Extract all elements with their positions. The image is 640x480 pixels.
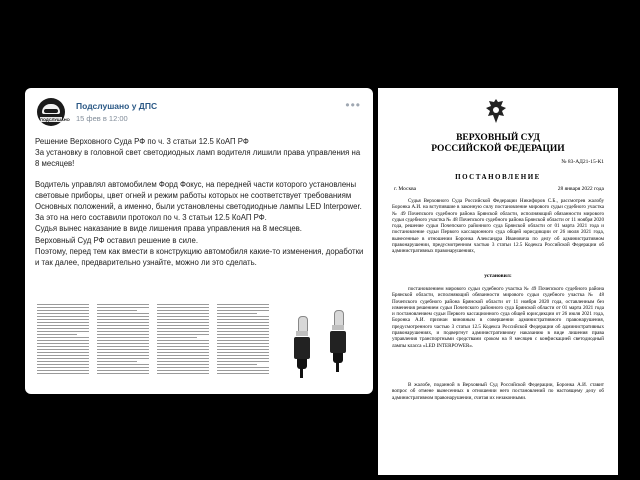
- thumb-text-line: [217, 325, 269, 326]
- post-line: За установку в головной свет светодиодных ламп водителя лишили права управления на 8 месяцев!: [35, 148, 361, 169]
- document-established: установил:: [484, 273, 512, 279]
- court-subtitle: РОССИЙСКОЙ ФЕДЕРАЦИИ: [431, 144, 565, 154]
- thumb-text-line: [217, 352, 269, 353]
- thumb-text-line: [217, 340, 269, 341]
- thumb-text-line: [217, 346, 269, 347]
- thumb-text-line: [37, 373, 89, 374]
- case-number: № 83-АД21-15-К1: [561, 159, 604, 165]
- thumb-text-line: [37, 355, 89, 356]
- thumb-text-line: [37, 361, 89, 362]
- post-date[interactable]: 15 фев в 12:00: [76, 114, 128, 123]
- thumb-text-line: [157, 319, 209, 320]
- thumb-text-line: [217, 310, 269, 311]
- thumb-text-line: [97, 325, 149, 326]
- thumb-text-line: [157, 373, 209, 374]
- thumb-text-line: [217, 319, 269, 320]
- thumb-text-line: [37, 334, 77, 335]
- thumb-text-line: [37, 316, 89, 317]
- thumb-text-line: [217, 331, 269, 332]
- post-line: Верховный Суд РФ оставил решение в силе.: [35, 235, 199, 245]
- thumb-text-line: [217, 313, 257, 314]
- thumb-text-line: [97, 334, 149, 335]
- thumb-text-line: [37, 337, 89, 338]
- thumb-text-line: [97, 307, 149, 308]
- document-date: 28 января 2022 года: [557, 186, 604, 192]
- thumb-text-line: [37, 346, 89, 347]
- thumb-text-line: [217, 355, 269, 356]
- thumb-text-line: [157, 328, 209, 329]
- post-line: Поэтому, перед тем как вмести в конструкцию автомобиля какие-то изменения, доработки и так далее, предварительно узнайте, можно ли это сделать.: [35, 246, 364, 268]
- post-line: За это на него составили протокол по ч. 3 статьи 12.5 КоАП РФ.: [35, 213, 267, 223]
- thumb-text-line: [37, 304, 89, 305]
- document-paragraph: постановлением мирового судьи судебного участка № 49 Почепского судебного района Брянской области, исполняющий обязанности мирового судьи судебного участка № 48 Почепского судебного района Брянской области от 11 ноября 2020 года, оставленным без изменения решением судьи Почепского районного суда Брянской области от 01 марта 2021 года и постановлением судьи Первого кассационного суда общей юрисдикции от 26 июля 2021 года, Боронка А.И. признан виновным в совершении административного правонарушения, предусмотренного частью 3 статьи 12.5 Кодекса Российской Федерации об административных правонарушениях, и подвергнут административному наказанию в виде лишения права управления транспортными средствами сроком на 8 месяцев с конфискацией светодиодный лампы класса «LED INTERPOWER».: [392, 286, 604, 349]
- thumb-text-line: [217, 322, 269, 323]
- thumb-text-line: [97, 316, 149, 317]
- thumb-text-line: [157, 355, 209, 356]
- thumb-text-line: [37, 349, 89, 350]
- avatar[interactable]: [37, 98, 70, 126]
- thumb-text-line: [217, 337, 269, 338]
- thumb-text-line: [157, 352, 209, 353]
- thumb-text-line: [157, 358, 209, 359]
- post-line: Решение Верховного Суда РФ по ч. 3 статьи 12.5 КоАП РФ: [35, 137, 249, 146]
- thumb-text-line: [97, 361, 137, 362]
- thumb-text-line: [217, 367, 269, 368]
- thumb-text-line: [37, 310, 89, 311]
- thumb-text-line: [217, 364, 257, 365]
- thumb-text-line: [217, 328, 269, 329]
- helmet-visor: [44, 109, 58, 113]
- document-paragraph: Судья Верховного Суда Российской Федерации Никифоров С.Б., рассмотрев жалобу Боронка А.И. на вступившие в законную силу постановление мирового судьи судебного участка № 49 Почепского судебного района Брянской области, исполняющий обязанности мирового судьи судебного участка № 48 Почепского судебного района Брянской области от 11 ноября 2020 года, решение судьи Почепского районного суда Брянской области от 01 марта 2021 года и постановление судьи Первого кассационного суда общей юрисдикции от 26 июля 2021 года, вынесенные в отношении Боронка Александра Ивановича по делу об административном правонарушении, предусмотренном частью 3 статьи 12.5 Кодекса Российской Федерации об административных правонарушениях,: [392, 198, 604, 255]
- thumb-text-line: [157, 307, 209, 308]
- court-document: [378, 88, 618, 475]
- thumb-text-line: [217, 343, 269, 344]
- coat-of-arms-icon: [485, 98, 507, 124]
- led-bulb-icon[interactable]: [293, 316, 311, 376]
- thumb-text-line: [97, 370, 149, 371]
- thumb-text-line: [217, 370, 269, 371]
- document-city: г. Москва: [394, 186, 417, 192]
- thumb-text-line: [97, 346, 149, 347]
- post-author[interactable]: Подслушано у ДПС: [76, 101, 158, 111]
- thumb-text-line: [97, 331, 149, 332]
- thumb-text-line: [97, 343, 149, 344]
- thumb-text-line: [157, 334, 209, 335]
- thumb-text-line: [37, 358, 89, 359]
- thumb-text-line: [37, 352, 89, 353]
- thumb-text-line: [217, 316, 269, 317]
- thumb-text-line: [97, 355, 149, 356]
- thumb-text-line: [37, 370, 89, 371]
- thumb-text-line: [97, 313, 149, 314]
- post-line: Судья вынес наказание в виде лишения права управления на 8 месяцев.: [35, 224, 302, 234]
- thumb-text-line: [97, 310, 137, 311]
- thumb-text-line: [97, 319, 149, 320]
- thumb-doc-3[interactable]: [155, 300, 211, 380]
- thumb-text-line: [157, 367, 209, 368]
- led-bulb-icon[interactable]: [329, 310, 347, 370]
- document-paragraph: В жалобе, поданной в Верховный Суд Российской Федерации, Боронка А.И. ставит вопрос об отмене вынесенных в отношении него постановлений по настоящему делу об административном правонарушении, считая их незаконными.: [392, 382, 604, 401]
- post-text: [35, 136, 365, 268]
- thumb-text-line: [37, 328, 89, 329]
- thumb-text-line: [157, 337, 197, 338]
- thumb-text-line: [157, 322, 209, 323]
- post-card: [25, 88, 373, 394]
- post-attachments[interactable]: [35, 300, 365, 388]
- thumb-text-line: [217, 349, 269, 350]
- thumb-text-line: [37, 313, 89, 314]
- thumb-text-line: [37, 343, 89, 344]
- thumb-text-line: [217, 307, 269, 308]
- thumb-text-line: [157, 343, 209, 344]
- thumb-text-line: [37, 331, 89, 332]
- thumb-text-line: [157, 310, 209, 311]
- thumb-text-line: [157, 313, 209, 314]
- thumb-text-line: [157, 361, 209, 362]
- thumb-doc-2[interactable]: [95, 300, 151, 380]
- thumb-text-line: [97, 373, 149, 374]
- avatar-badge: ПОДСЛУШАНО: [40, 117, 70, 122]
- thumb-text-line: [157, 346, 209, 347]
- thumb-text-line: [37, 367, 89, 368]
- thumb-text-line: [97, 340, 149, 341]
- thumb-text-line: [37, 322, 89, 323]
- thumb-text-line: [217, 373, 269, 374]
- thumb-text-line: [97, 352, 149, 353]
- thumb-text-line: [157, 364, 209, 365]
- thumb-doc-1[interactable]: [35, 300, 91, 380]
- thumb-text-line: [37, 307, 89, 308]
- thumb-text-line: [157, 316, 209, 317]
- thumb-text-line: [97, 337, 149, 338]
- thumb-text-line: [97, 364, 149, 365]
- thumb-text-line: [97, 367, 149, 368]
- thumb-doc-4[interactable]: [215, 300, 271, 380]
- thumb-text-line: [157, 340, 209, 341]
- thumb-text-line: [217, 361, 269, 362]
- thumb-text-line: [37, 325, 89, 326]
- thumb-text-line: [217, 334, 269, 335]
- thumb-text-line: [157, 304, 209, 305]
- thumb-text-line: [37, 340, 89, 341]
- thumb-text-line: [97, 349, 149, 350]
- document-heading: ПОСТАНОВЛЕНИЕ: [455, 173, 541, 181]
- more-options-icon[interactable]: •••: [345, 98, 361, 112]
- thumb-text-line: [157, 370, 209, 371]
- post-line: Водитель управлял автомобилем Форд Фокус, на передней части которого установлены световые приборы, цвет огней и режим работы которых не соответствует требованиям Основных положений, а именно, были установлены светодиодные лампы LED Interpower.: [35, 179, 362, 212]
- thumb-text-line: [217, 304, 269, 305]
- thumb-text-line: [97, 304, 149, 305]
- thumb-text-line: [97, 328, 149, 329]
- thumb-text-line: [157, 349, 209, 350]
- thumb-text-line: [97, 322, 149, 323]
- thumb-text-line: [157, 331, 209, 332]
- court-title: ВЕРХОВНЫЙ СУД: [456, 133, 540, 143]
- thumb-text-line: [217, 358, 269, 359]
- thumb-text-line: [97, 358, 149, 359]
- thumb-text-line: [157, 325, 209, 326]
- thumb-text-line: [37, 364, 89, 365]
- thumb-text-line: [37, 319, 89, 320]
